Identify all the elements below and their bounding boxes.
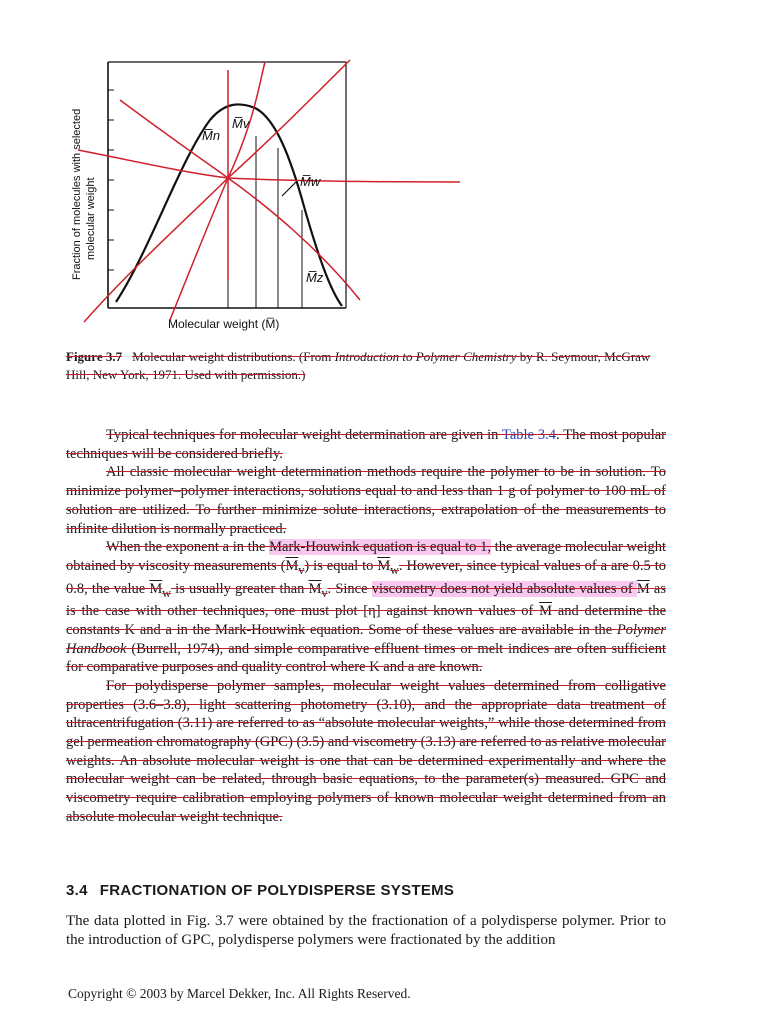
- p3-mv-sub: v: [298, 562, 305, 577]
- figure-caption: [66, 348, 666, 384]
- section-heading: [66, 882, 454, 899]
- p3-highlight-1: Mark-Houwink equation is equal to 1,: [269, 539, 491, 556]
- copyright-footer: Copyright © 2003 by Marcel Dekker, Inc. All Rights Reserved.: [68, 986, 411, 1001]
- section-number: 3.4: [66, 882, 88, 899]
- p3-highlight-2: viscometry does not yield absolute values of: [371, 580, 637, 597]
- mv-label: M̅v: [232, 116, 250, 131]
- mw-pointer: [282, 180, 298, 196]
- paragraph-2: All classic molecular weight determination methods require the polymer to be in solution. To minimize polymer–polymer interactions, solutions equal to and less than 1 g of polymer to 100 mL of solution are utilized. To further minimize solute interactions, extrapolation of the measurements to infinite dilution is normally practiced.: [66, 464, 666, 537]
- x-axis-label: Molecular weight (M̅): [168, 317, 280, 331]
- p3-text-c: ) is equal to: [304, 557, 378, 574]
- p3-text-g: as is the case with other techniques, one must plot [η] against known values of: [66, 580, 666, 620]
- p3-text-b: the average molecular weight obtained by viscosity measurements (: [66, 539, 666, 574]
- p1-text-a: Typical techniques for molecular weight determination are given in: [106, 427, 502, 443]
- section-title: FRACTIONATION OF POLYDISPERSE SYSTEMS: [99, 882, 455, 899]
- p3-text-d: . However, since typical values of a are 0.5 to 0.8, the value: [66, 557, 666, 597]
- p3-mv2: M: [308, 580, 322, 597]
- mn-label: M̅n: [202, 128, 221, 143]
- y-ticks: [108, 90, 114, 270]
- paragraph-1: [66, 426, 666, 463]
- p3-mv2-sub: v: [321, 585, 328, 600]
- table-3-4-link[interactable]: Table 3.4: [501, 427, 556, 443]
- p3-mv: M: [285, 557, 299, 574]
- p3-m: M: [636, 580, 650, 597]
- caption-figure-number: Figure 3.7: [66, 349, 123, 364]
- p3-text-a: When the exponent a in the: [106, 539, 270, 556]
- p3-m2: M: [539, 603, 553, 620]
- p1-text-b: . The most popular techniques will be considered briefly.: [66, 427, 666, 462]
- figure-svg: [60, 40, 480, 340]
- p3-text-h: and determine the constants K and a in the Mark-Houwink equation. Some of these values are available in the: [66, 603, 667, 638]
- body-text: [66, 426, 666, 827]
- red-annotations: [78, 60, 460, 322]
- p3-text-e: is usually greater than: [171, 580, 309, 597]
- p3-mw-sub: w: [390, 562, 399, 577]
- y-axis-label-1: Fraction of molecules with selected: [71, 108, 83, 280]
- paragraph-3: [66, 538, 666, 677]
- molecular-weight-figure: [60, 40, 480, 340]
- p3-mw2: M: [149, 580, 163, 597]
- caption-book-title: Introduction to Polymer Chemistry: [334, 349, 517, 364]
- caption-text-a: Molecular weight distributions. (From: [132, 349, 335, 364]
- mw-label: M̅w: [300, 174, 321, 189]
- y-axis-label-2: molecular weight: [85, 177, 97, 260]
- paragraph-4: For polydisperse polymer samples, molecular weight values determined from colligative properties (3.6–3.8), light scattering photometry (3.10), and the appropriate data treatment of ultracentrifugation (3.11) are referred to as “absolute molecular weights,” while those determined from gel permeation chromatography (GPC) (3.5) and viscometry (3.13) are referred to as relative molecular weights. An absolute molecular weight is one that can be determined experimentally and where the molecular weight can be related, through basic equations, to the parameter(s) measured. GPC and viscometry require calibration employing polymers of known molecular weight determined from an absolute molecular weight technique.: [66, 677, 666, 825]
- section-body: The data plotted in Fig. 3.7 were obtained by the fractionation of a polydisperse polymer. Prior to the introduction of GPC, polydisperse polymers were fractionated by the addition: [66, 913, 666, 948]
- caption-text-b: by R. Seymour, McGraw Hill, New York, 1971. Used with permission.): [66, 349, 651, 382]
- p3-text-f: . Since: [327, 580, 372, 597]
- p3-mw: M: [377, 557, 391, 574]
- p3-book: Polymer Handbook: [66, 621, 666, 657]
- mz-label: M̅z: [306, 270, 324, 285]
- p3-mw2-sub: w: [162, 585, 171, 600]
- p3-text-i: (Burrell, 1974), and simple comparative effluent times or melt indices are often sufficient for comparative purposes and quality control where K and a are known.: [66, 640, 666, 676]
